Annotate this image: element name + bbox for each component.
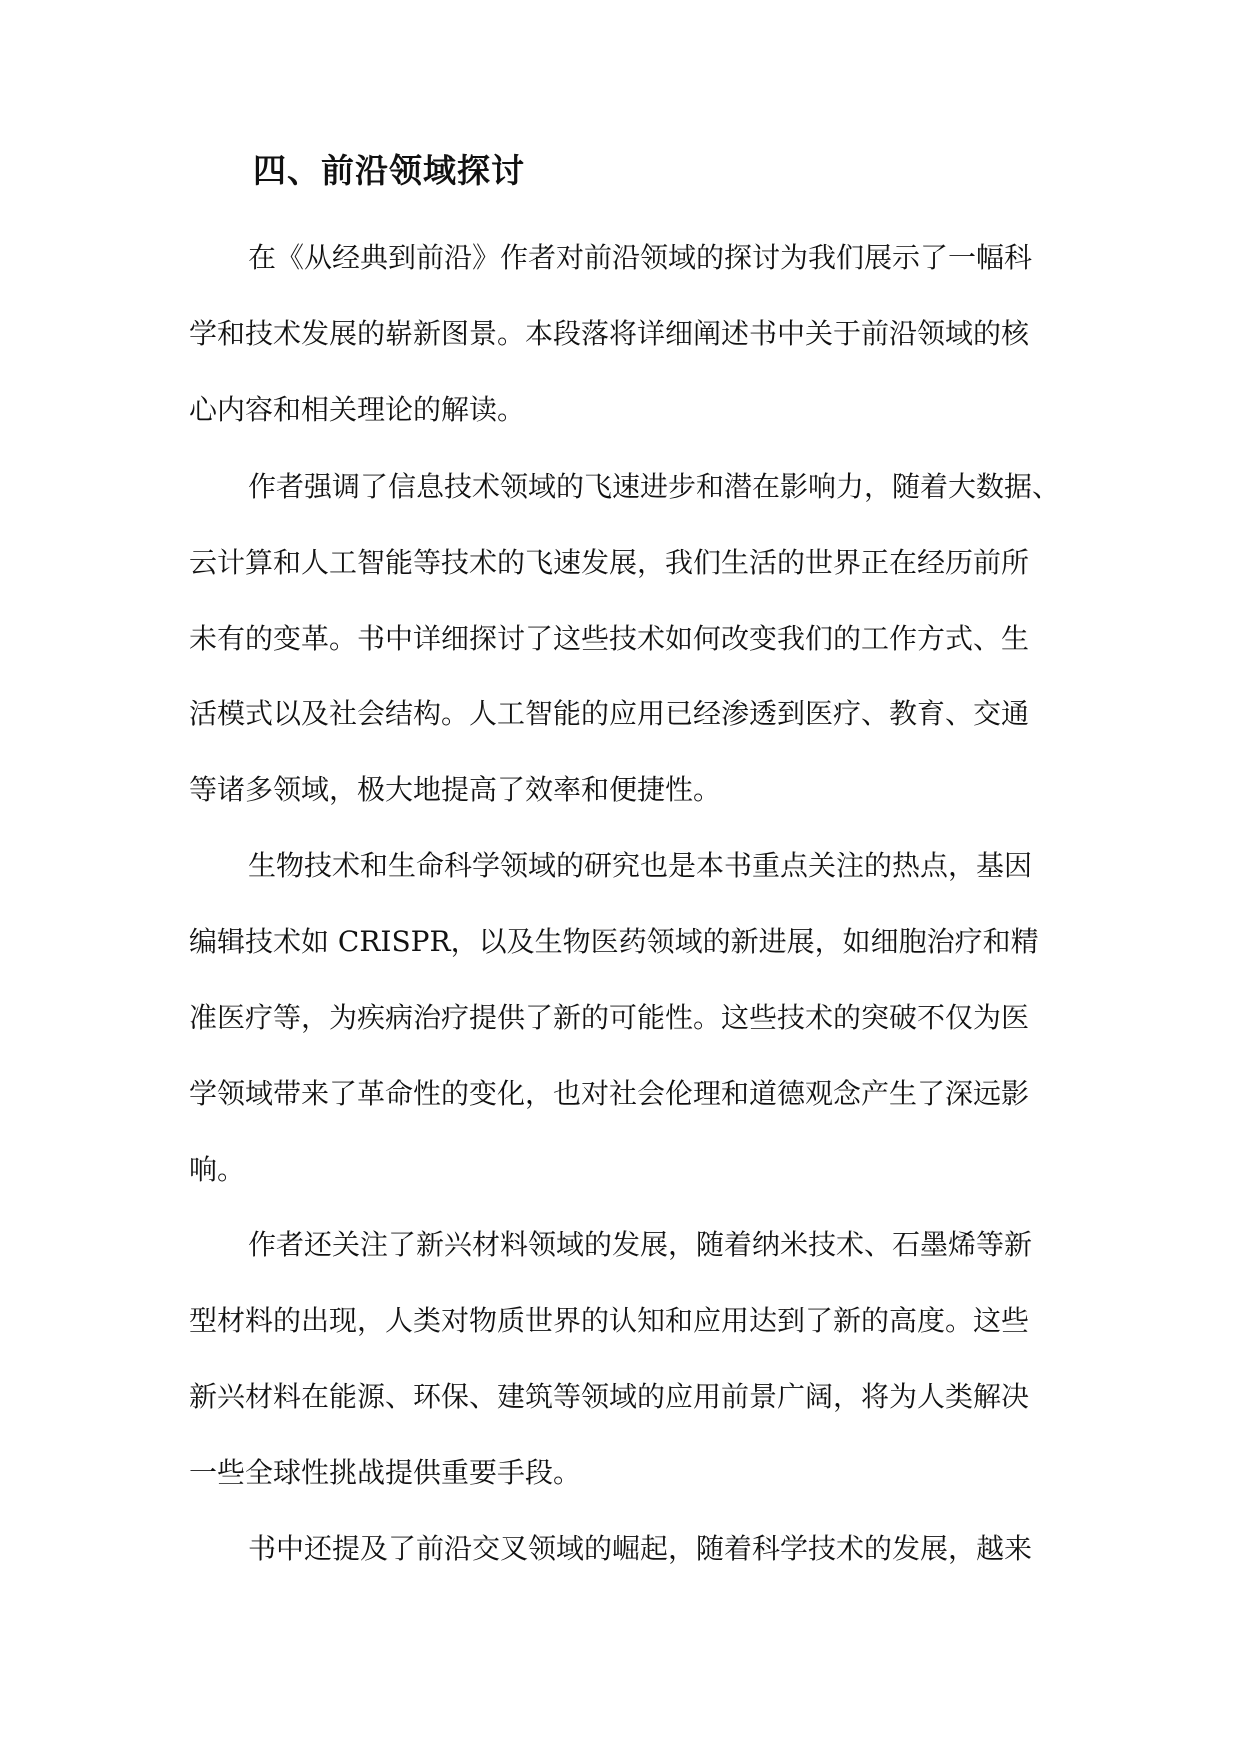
paragraph-3-line-5: 响。 bbox=[189, 1153, 246, 1186]
paragraph-3-line-2: 编辑技术如 CRISPR，以及生物医药领域的新进展，如细胞治疗和精 bbox=[189, 925, 1039, 958]
paragraph-3-line-3: 准医疗等，为疾病治疗提供了新的可能性。这些技术的突破不仅为医 bbox=[189, 1001, 1030, 1034]
paragraph-2-line-1: 作者强调了信息技术领域的飞速进步和潜在影响力，随着大数据、 bbox=[248, 470, 1061, 503]
paragraph-2-line-5: 等诸多领域，极大地提高了效率和便捷性。 bbox=[189, 773, 722, 806]
paragraph-1-line-3: 心内容和相关理论的解读。 bbox=[189, 393, 526, 426]
paragraph-2-line-4: 活模式以及社会结构。人工智能的应用已经渗透到医疗、教育、交通 bbox=[189, 697, 1030, 730]
paragraph-4-line-2: 型材料的出现，人类对物质世界的认知和应用达到了新的高度。这些 bbox=[189, 1304, 1030, 1337]
paragraph-4-line-4: 一些全球性挑战提供重要手段。 bbox=[189, 1456, 582, 1489]
paragraph-5-line-1: 书中还提及了前沿交叉领域的崛起，随着科学技术的发展，越来 bbox=[248, 1532, 1033, 1565]
paragraph-4-line-1: 作者还关注了新兴材料领域的发展，随着纳米技术、石墨烯等新 bbox=[248, 1228, 1033, 1261]
paragraph-3-line-4: 学领域带来了革命性的变化，也对社会伦理和道德观念产生了深远影 bbox=[189, 1077, 1030, 1110]
paragraph-2-line-2: 云计算和人工智能等技术的飞速发展，我们生活的世界正在经历前所 bbox=[189, 546, 1030, 579]
paragraph-1-line-2: 学和技术发展的崭新图景。本段落将详细阐述书中关于前沿领域的核 bbox=[189, 317, 1030, 350]
paragraph-3-line-1: 生物技术和生命科学领域的研究也是本书重点关注的热点，基因 bbox=[248, 849, 1033, 882]
paragraph-2-line-3: 未有的变革。书中详细探讨了这些技术如何改变我们的工作方式、生 bbox=[189, 622, 1030, 655]
section-heading: 四、前沿领域探讨 bbox=[253, 151, 525, 190]
paragraph-4-line-3: 新兴材料在能源、环保、建筑等领域的应用前景广阔，将为人类解决 bbox=[189, 1380, 1030, 1413]
paragraph-1-line-1: 在《从经典到前沿》作者对前沿领域的探讨为我们展示了一幅科 bbox=[248, 241, 1033, 274]
